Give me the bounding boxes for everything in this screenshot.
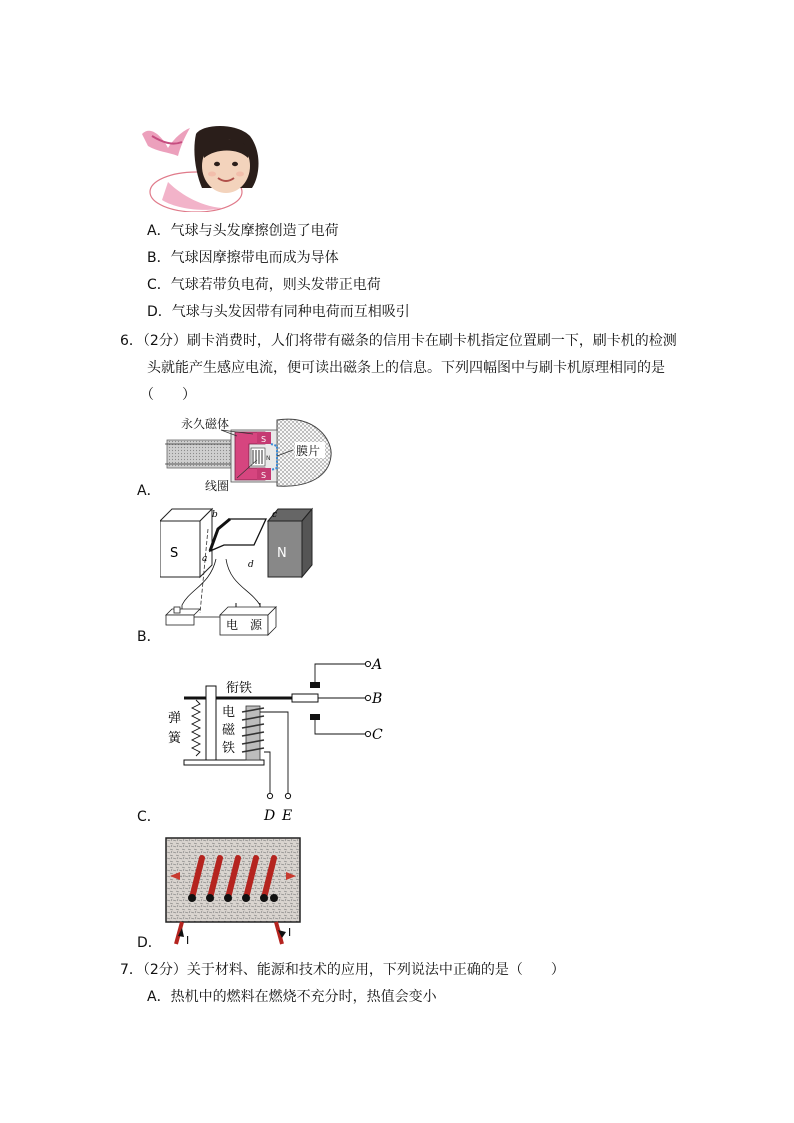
pole-n-label: N — [277, 546, 287, 561]
point-d-label: d — [248, 560, 254, 570]
point-c-label: c — [272, 510, 278, 520]
point-a-label: a — [202, 554, 208, 564]
q5-option-c: C．气球若带负电荷，则头发带正电荷 — [147, 277, 381, 293]
magnet-pole-s-top: S — [261, 435, 267, 444]
balloon-girl-photo — [138, 122, 266, 212]
spring-label-2: 簧 — [168, 731, 182, 746]
terminal-a-label: A — [372, 657, 383, 673]
pole-s-label: S — [170, 546, 179, 561]
q5-option-a: A．气球与头发摩擦创造了电荷 — [147, 223, 339, 239]
q6-option-a-label: A． — [137, 483, 161, 499]
q5-option-b: B．气球因摩擦带电而成为导体 — [147, 250, 339, 266]
q6-stem-line3: （ ） — [140, 387, 196, 403]
q6-stem-line1: 6．（2分）刷卡消费时，人们将带有磁条的信用卡在刷卡机指定位置刷一下，刷卡机的检测 — [120, 333, 677, 349]
q7-stem: 7．（2分）关于材料、能源和技术的应用，下列说法中正确的是（ ） — [120, 962, 565, 978]
q6-option-d-label: D． — [137, 935, 162, 951]
spring-label-1: 弹 — [168, 711, 182, 726]
terminal-e-label: E — [282, 808, 293, 824]
current-label-right: I — [288, 926, 292, 939]
coil-label: 线圈 — [205, 479, 230, 493]
q6-option-c-label: C． — [137, 809, 161, 825]
magnetic-head-diagram — [165, 410, 335, 495]
terminal-d-label: D — [264, 808, 276, 824]
q6-option-b-label: B． — [137, 629, 161, 645]
terminal-c-label: C — [372, 727, 383, 743]
electromagnet-label-3: 铁 — [222, 741, 236, 756]
relay-diagram — [160, 652, 390, 824]
magnet-pole-s-bottom: S — [261, 471, 267, 480]
point-b-label: b — [212, 510, 218, 520]
power-source-label: 电 源 — [226, 618, 263, 632]
terminal-b-label: B — [372, 691, 383, 707]
q5-option-d: D．气球与头发因带有同种电荷而互相吸引 — [147, 304, 410, 320]
current-label-left: I — [186, 934, 190, 947]
permanent-magnet-label: 永久磁体 — [181, 417, 230, 431]
armature-label: 衔铁 — [226, 681, 253, 696]
electromagnet-label-1: 电 — [222, 705, 236, 720]
membrane-label: 膜片 — [296, 444, 321, 458]
motor-diagram — [160, 505, 320, 640]
q7-option-a: A．热机中的燃料在燃烧不充分时，热值会变小 — [147, 989, 437, 1005]
electromagnet-label-2: 磁 — [222, 723, 236, 738]
solenoid-iron-filings-photo — [164, 836, 304, 948]
magnet-pole-n: N — [266, 455, 271, 462]
q6-stem-line2: 头就能产生感应电流，便可读出磁条上的信息。下列四幅图中与刷卡机原理相同的是 — [147, 360, 665, 376]
